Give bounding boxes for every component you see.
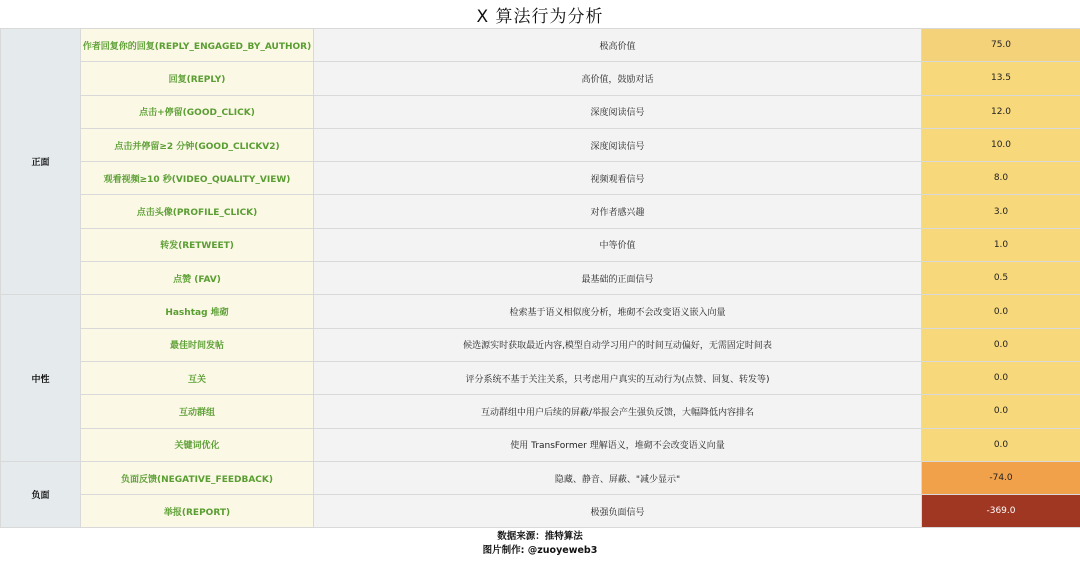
- behavior-name-cell: 作者回复你的回复(REPLY_ENGAGED_BY_AUTHOR): [81, 29, 314, 62]
- weight-value-cell: 0.5: [922, 262, 1080, 295]
- weight-value-cell: 0.0: [922, 428, 1080, 461]
- credit-note: 图片制作: @zuoyeweb3: [482, 545, 598, 556]
- table-body: [1, 29, 1080, 528]
- weight-value-cell: -74.0: [922, 461, 1080, 494]
- table-row: [1, 495, 1080, 528]
- behavior-name-cell: 关键词优化: [81, 428, 314, 461]
- weight-value-cell: 0.0: [922, 328, 1080, 361]
- weight-value-cell: 13.5: [922, 62, 1080, 95]
- behavior-name-cell: 互关: [81, 361, 314, 394]
- behavior-name-cell: 点赞 (FAV): [81, 262, 314, 295]
- behavior-name-cell: 举报(REPORT): [81, 495, 314, 528]
- description-cell: 高价值，鼓励对话: [314, 62, 922, 95]
- description-cell: 极强负面信号: [314, 495, 922, 528]
- description-cell: 使用 TransFormer 理解语义，堆砌不会改变语义向量: [314, 428, 922, 461]
- weight-value-cell: 75.0: [922, 29, 1080, 62]
- behavior-name-cell: 负面反馈(NEGATIVE_FEEDBACK): [81, 461, 314, 494]
- behavior-name-cell: 点击头像(PROFILE_CLICK): [81, 195, 314, 228]
- weight-value-cell: 3.0: [922, 195, 1080, 228]
- behavior-name-cell: Hashtag 堆砌: [81, 295, 314, 328]
- table-row: [1, 195, 1080, 228]
- description-cell: 深度阅读信号: [314, 128, 922, 161]
- behavior-name-cell: 回复(REPLY): [81, 62, 314, 95]
- description-cell: 深度阅读信号: [314, 95, 922, 128]
- table-row: [1, 95, 1080, 128]
- description-cell: 候选源实时获取最近内容,模型自动学习用户的时间互动偏好，无需固定时间表: [314, 328, 922, 361]
- behavior-name-cell: 互动群组: [81, 395, 314, 428]
- description-cell: 评分系统不基于关注关系，只考虑用户真实的互动行为(点赞、回复、转发等): [314, 361, 922, 394]
- weight-value-cell: 1.0: [922, 228, 1080, 261]
- table-row: [1, 328, 1080, 361]
- description-cell: 极高价值: [314, 29, 922, 62]
- category-cell: 正面: [1, 29, 81, 295]
- weight-value-cell: -369.0: [922, 495, 1080, 528]
- behavior-name-cell: 点击并停留≥2 分钟(GOOD_CLICKV2): [81, 128, 314, 161]
- table-row: [1, 461, 1080, 494]
- behavior-name-cell: 转发(RETWEET): [81, 228, 314, 261]
- description-cell: 互动群组中用户后续的屏蔽/举报会产生强负反馈，大幅降低内容排名: [314, 395, 922, 428]
- weight-value-cell: 8.0: [922, 162, 1080, 195]
- table-row: [1, 62, 1080, 95]
- weight-value-cell: 12.0: [922, 95, 1080, 128]
- description-cell: 检索基于语义相似度分析，堆砌不会改变语义嵌入向量: [314, 295, 922, 328]
- footer: [0, 530, 1080, 558]
- weight-value-cell: 10.0: [922, 128, 1080, 161]
- table-row: [1, 228, 1080, 261]
- description-cell: 隐藏、静音、屏蔽、"减少显示": [314, 461, 922, 494]
- description-cell: 对作者感兴趣: [314, 195, 922, 228]
- description-cell: 视频观看信号: [314, 162, 922, 195]
- category-cell: 负面: [1, 461, 81, 528]
- chart-title: X 算法行为分析: [476, 6, 604, 27]
- table-row: [1, 128, 1080, 161]
- category-cell: 中性: [1, 295, 81, 461]
- table-row: [1, 428, 1080, 461]
- weight-value-cell: 0.0: [922, 295, 1080, 328]
- table-row: [1, 262, 1080, 295]
- source-note: 数据来源：推特算法: [497, 531, 583, 542]
- table-row: [1, 361, 1080, 394]
- behavior-name-cell: 点击+停留(GOOD_CLICK): [81, 95, 314, 128]
- data-table: [0, 28, 1080, 528]
- description-cell: 中等价值: [314, 228, 922, 261]
- weight-value-cell: 0.0: [922, 395, 1080, 428]
- table-row: [1, 162, 1080, 195]
- table-row: [1, 295, 1080, 328]
- table-row: [1, 395, 1080, 428]
- table-row: [1, 29, 1080, 62]
- weight-value-cell: 0.0: [922, 361, 1080, 394]
- description-cell: 最基础的正面信号: [314, 262, 922, 295]
- behavior-name-cell: 最佳时间发帖: [81, 328, 314, 361]
- behavior-name-cell: 观看视频≥10 秒(VIDEO_QUALITY_VIEW): [81, 162, 314, 195]
